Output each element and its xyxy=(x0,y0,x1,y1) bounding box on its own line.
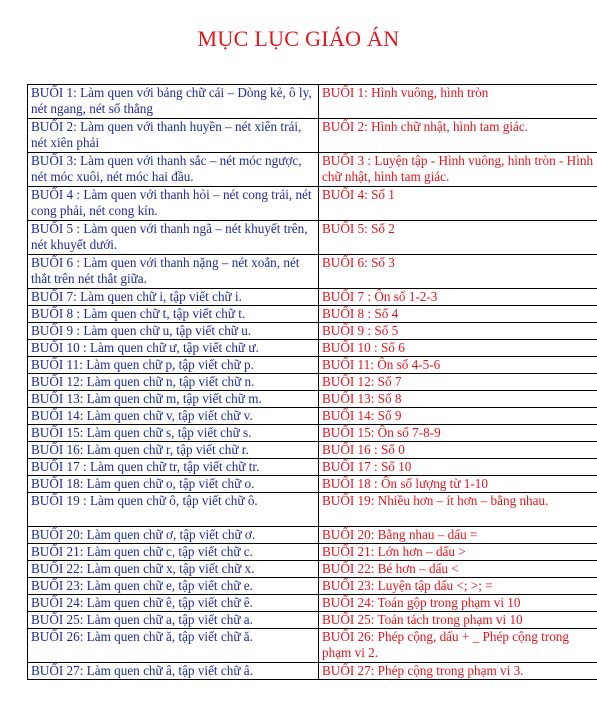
table-row xyxy=(28,578,597,595)
table-row xyxy=(28,306,597,323)
vietnamese-lesson-cell: BUỔI 7: Làm quen chữ i, tập viết chữ i. xyxy=(28,289,319,306)
vietnamese-lesson-cell: BUỔI 27: Làm quen chữ â, tập viết chữ â. xyxy=(28,663,319,680)
vietnamese-lesson-cell: BUỔI 4 : Làm quen với thanh hỏi – nét cong trái, nét cong phải, nét cong kín. xyxy=(28,187,319,221)
vietnamese-lesson-cell: BUỔI 24: Làm quen chữ ê, tập viết chữ ê. xyxy=(28,595,319,612)
vietnamese-lesson-cell: BUỔI 2: Làm quen với thanh huyền – nét xiên trái, nét xiên phải xyxy=(28,119,319,153)
vietnamese-lesson-cell: BUỔI 15: Làm quen chữ s, tập viết chữ s. xyxy=(28,425,319,442)
table-row xyxy=(28,493,597,527)
math-lesson-cell: BUỔI 5: Số 2 xyxy=(319,221,597,255)
math-lesson-cell: BUỔI 4: Số 1 xyxy=(319,187,597,221)
math-lesson-cell: BUỔI 27: Phép cộng trong phạm vi 3. xyxy=(319,663,597,680)
vietnamese-lesson-cell: BUỔI 3: Làm quen với thanh sắc – nét móc ngược, nét móc xuôi, nét móc hai đầu. xyxy=(28,153,319,187)
vietnamese-lesson-cell: BUỔI 23: Làm quen chữ e, tập viết chữ e. xyxy=(28,578,319,595)
math-lesson-cell: BUỔI 16 : Số 0 xyxy=(319,442,597,459)
table-row xyxy=(28,561,597,578)
table-row xyxy=(28,357,597,374)
table-row xyxy=(28,340,597,357)
table-row xyxy=(28,119,597,153)
table-row xyxy=(28,527,597,544)
vietnamese-lesson-cell: BUỔI 17 : Làm quen chữ tr, tập viết chữ tr. xyxy=(28,459,319,476)
vietnamese-lesson-cell: BUỔI 5 : Làm quen với thanh ngã – nét khuyết trên, nét khuyết dưới. xyxy=(28,221,319,255)
math-lesson-cell: BUỔI 13: Số 8 xyxy=(319,391,597,408)
table-row xyxy=(28,391,597,408)
math-lesson-cell: BUỔI 10 : Số 6 xyxy=(319,340,597,357)
math-lesson-cell: BUỔI 9 : Số 5 xyxy=(319,323,597,340)
table-row xyxy=(28,663,597,680)
math-lesson-cell: BUỔI 24: Toán gộp trong phạm vi 10 xyxy=(319,595,597,612)
vietnamese-lesson-cell: BUỔI 13: Làm quen chữ m, tập viết chữ m. xyxy=(28,391,319,408)
lesson-plan-table-body xyxy=(28,85,597,680)
table-row xyxy=(28,323,597,340)
vietnamese-lesson-cell: BUỔI 9 : Làm quen chữ u, tập viết chữ u. xyxy=(28,323,319,340)
table-row xyxy=(28,187,597,221)
vietnamese-lesson-cell: BUỔI 11: Làm quen chữ p, tập viết chữ p. xyxy=(28,357,319,374)
math-lesson-cell: BUỔI 18 : Ôn số lượng từ 1-10 xyxy=(319,476,597,493)
table-row xyxy=(28,442,597,459)
table-row xyxy=(28,289,597,306)
math-lesson-cell: BUỔI 21: Lớn hơn – dấu > xyxy=(319,544,597,561)
math-lesson-cell: BUỔI 25: Toán tách trong phạm vi 10 xyxy=(319,612,597,629)
vietnamese-lesson-cell: BUỔI 25: Làm quen chữ a, tập viết chữ a. xyxy=(28,612,319,629)
vietnamese-lesson-cell: BUỔI 20: Làm quen chữ ơ, tập viết chữ ơ. xyxy=(28,527,319,544)
math-lesson-cell: BUỔI 22: Bé hơn – dấu < xyxy=(319,561,597,578)
table-row xyxy=(28,255,597,289)
math-lesson-cell: BUỔI 26: Phép cộng, dấu + _ Phép cộng trong phạm vi 2. xyxy=(319,629,597,663)
table-row xyxy=(28,612,597,629)
table-row xyxy=(28,544,597,561)
math-lesson-cell: BUỔI 7 : Ôn số 1-2-3 xyxy=(319,289,597,306)
vietnamese-lesson-cell: BUỔI 22: Làm quen chữ x, tập viết chữ x. xyxy=(28,561,319,578)
table-row xyxy=(28,408,597,425)
vietnamese-lesson-cell: BUỔI 12: Làm quen chữ n, tập viết chữ n. xyxy=(28,374,319,391)
table-row xyxy=(28,476,597,493)
table-row xyxy=(28,425,597,442)
vietnamese-lesson-cell: BUỔI 21: Làm quen chữ c, tập viết chữ c. xyxy=(28,544,319,561)
table-row xyxy=(28,629,597,663)
math-lesson-cell: BUỔI 14: Số 9 xyxy=(319,408,597,425)
table-row xyxy=(28,153,597,187)
lesson-plan-table xyxy=(27,84,597,680)
table-row xyxy=(28,595,597,612)
vietnamese-lesson-cell: BUỔI 8 : Làm quen chữ t, tập viết chữ t. xyxy=(28,306,319,323)
table-row xyxy=(28,459,597,476)
vietnamese-lesson-cell: BUỔI 16: Làm quen chữ r, tập viết chữ r. xyxy=(28,442,319,459)
vietnamese-lesson-cell: BUỔI 18: Làm quen chữ o, tập viết chữ o. xyxy=(28,476,319,493)
math-lesson-cell: BUỔI 11: Ôn số 4-5-6 xyxy=(319,357,597,374)
math-lesson-cell: BUỔI 2: Hình chữ nhật, hình tam giác. xyxy=(319,119,597,153)
math-lesson-cell: BUỔI 6: Số 3 xyxy=(319,255,597,289)
math-lesson-cell: BUỔI 20: Bằng nhau – dấu = xyxy=(319,527,597,544)
math-lesson-cell: BUỔI 19: Nhiều hơn – ít hơn – bằng nhau. xyxy=(319,493,597,527)
vietnamese-lesson-cell: BUỔI 10 : Làm quen chữ ư, tập viết chữ ư. xyxy=(28,340,319,357)
math-lesson-cell: BUỔI 12: Số 7 xyxy=(319,374,597,391)
math-lesson-cell: BUỔI 1: Hình vuông, hình tròn xyxy=(319,85,597,119)
table-row xyxy=(28,85,597,119)
math-lesson-cell: BUỔI 3 : Luyện tập - Hình vuông, hình tròn - Hình chữ nhật, hình tam giác. xyxy=(319,153,597,187)
vietnamese-lesson-cell: BUỔI 6 : Làm quen với thanh nặng – nét xoắn, nét thắt trên nét thắt giữa. xyxy=(28,255,319,289)
vietnamese-lesson-cell: BUỔI 26: Làm quen chữ ă, tập viết chữ ă. xyxy=(28,629,319,663)
page-title: MỤC LỤC GIÁO ÁN xyxy=(197,26,400,51)
math-lesson-cell: BUỔI 15: Ôn số 7-8-9 xyxy=(319,425,597,442)
math-lesson-cell: BUỔI 17 : Số 10 xyxy=(319,459,597,476)
table-row xyxy=(28,221,597,255)
vietnamese-lesson-cell: BUỔI 19 : Làm quen chữ ô, tập viết chữ ô. xyxy=(28,493,319,527)
math-lesson-cell: BUỔI 8 : Số 4 xyxy=(319,306,597,323)
table-row xyxy=(28,374,597,391)
vietnamese-lesson-cell: BUỔI 14: Làm quen chữ v, tập viết chữ v. xyxy=(28,408,319,425)
vietnamese-lesson-cell: BUỔI 1: Làm quen với bảng chữ cái – Dòng kẻ, ô ly, nét ngang, nét sổ thẳng xyxy=(28,85,319,119)
math-lesson-cell: BUỔI 23: Luyện tập dấu <; >; = xyxy=(319,578,597,595)
